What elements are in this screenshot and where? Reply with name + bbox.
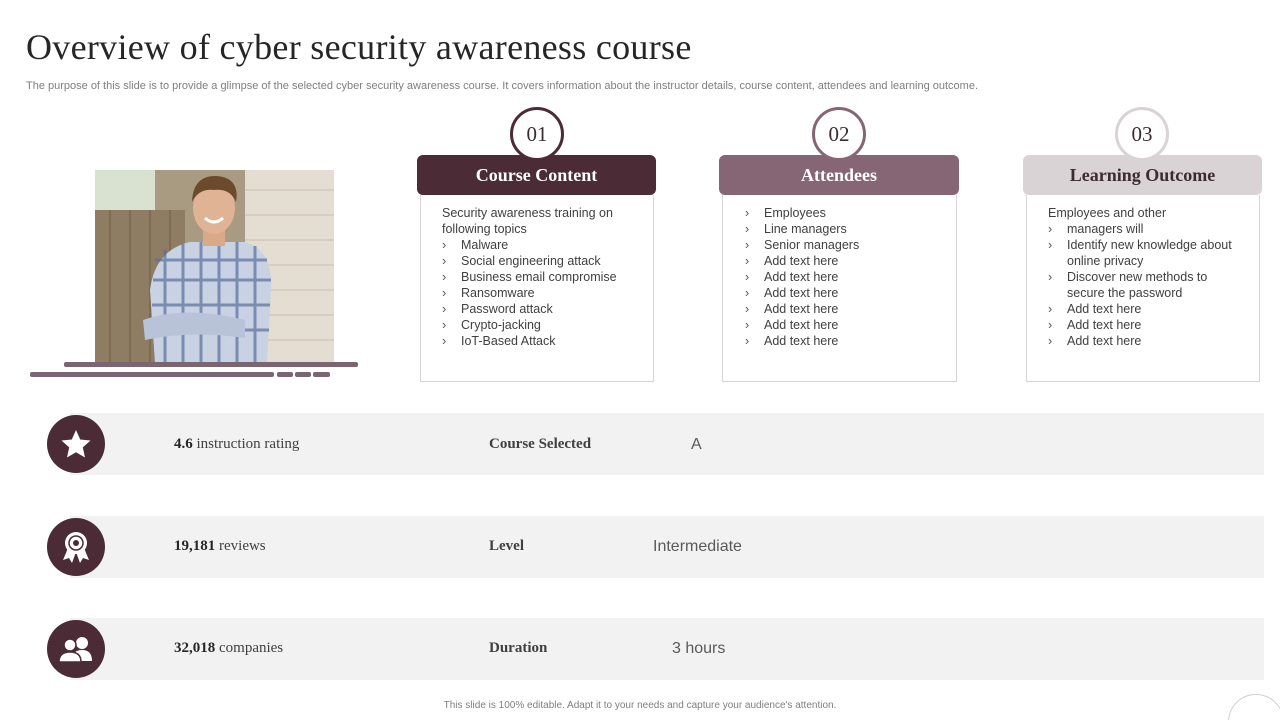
list-item: › Add text here <box>1048 301 1247 317</box>
footer-note: This slide is 100% editable. Adapt it to your needs and capture your audience's attention. <box>443 700 837 711</box>
list-item: › Add text here <box>745 253 944 269</box>
heading-learning-outcome: Learning Outcome <box>1023 155 1262 195</box>
list-item: › Employees <box>745 205 944 221</box>
circle-03: 03 <box>1115 107 1169 161</box>
page-subtitle: The purpose of this slide is to provide a glimpse of the selected cyber security awareness course. It covers information about the instructor details, course content, attendees and learning outcome. <box>26 80 979 92</box>
list-item: › Discover new methods to secure the password <box>1048 269 1247 301</box>
instructor-photo <box>95 170 334 363</box>
circle-01: 01 <box>510 107 564 161</box>
heading-attendees: Attendees <box>719 155 959 195</box>
star-icon <box>60 428 92 460</box>
course-content-list <box>442 237 641 349</box>
instructor-photo-illustration <box>95 170 334 363</box>
box-course-content <box>420 195 654 382</box>
stat-label-course-selected: Course Selected <box>489 436 592 452</box>
list-item: › Password attack <box>442 301 641 317</box>
list-item: › Business email compromise <box>442 269 641 285</box>
course-content-intro: Security awareness training on following topics <box>442 206 613 236</box>
stat-reviews: 19,181 reviews <box>174 538 266 554</box>
learning-outcome-list <box>1048 221 1247 349</box>
users-icon <box>58 635 94 663</box>
list-item: › managers will <box>1048 221 1247 237</box>
list-item: › Identify new knowledge about online privacy <box>1048 237 1247 269</box>
stat-row-icon-reviews <box>47 518 105 576</box>
corner-decoration <box>1228 694 1280 720</box>
list-item: › Add text here <box>745 269 944 285</box>
list-item: › Add text here <box>745 333 944 349</box>
list-item: › Malware <box>442 237 641 253</box>
list-item: › Crypto-jacking <box>442 317 641 333</box>
laptop-bar-dot-2 <box>295 372 311 377</box>
laptop-bar-dot-1 <box>277 372 293 377</box>
laptop-bar-dot-3 <box>313 372 330 377</box>
list-item: › Senior managers <box>745 237 944 253</box>
list-item: › Add text here <box>745 317 944 333</box>
page-title: Overview of cyber security awareness course <box>26 27 692 67</box>
stat-value-level: Intermediate <box>653 538 742 555</box>
box-learning-outcome <box>1026 195 1260 382</box>
list-item: › Ransomware <box>442 285 641 301</box>
stat-value-course-selected: A <box>691 436 702 453</box>
award-ribbon-icon <box>61 530 91 564</box>
stat-value-duration: 3 hours <box>672 640 726 657</box>
stat-label-duration: Duration <box>489 640 548 656</box>
laptop-base <box>64 362 358 367</box>
stat-row-icon-rating <box>47 415 105 473</box>
list-item: › Add text here <box>1048 317 1247 333</box>
learning-outcome-intro: Employees and other <box>1048 206 1167 220</box>
stat-rating: 4.6 instruction rating <box>174 436 300 452</box>
attendees-list <box>745 205 944 349</box>
box-attendees <box>722 195 957 382</box>
circle-02: 02 <box>812 107 866 161</box>
list-item: › Social engineering attack <box>442 253 641 269</box>
laptop-bar-long <box>30 372 274 377</box>
list-item: › Add text here <box>745 301 944 317</box>
stat-companies: 32,018 companies <box>174 640 284 656</box>
list-item: › Line managers <box>745 221 944 237</box>
list-item: › IoT-Based Attack <box>442 333 641 349</box>
list-item: › Add text here <box>1048 333 1247 349</box>
stat-row-icon-companies <box>47 620 105 678</box>
stat-label-level: Level <box>489 538 524 554</box>
list-item: › Add text here <box>745 285 944 301</box>
heading-course-content: Course Content <box>417 155 656 195</box>
